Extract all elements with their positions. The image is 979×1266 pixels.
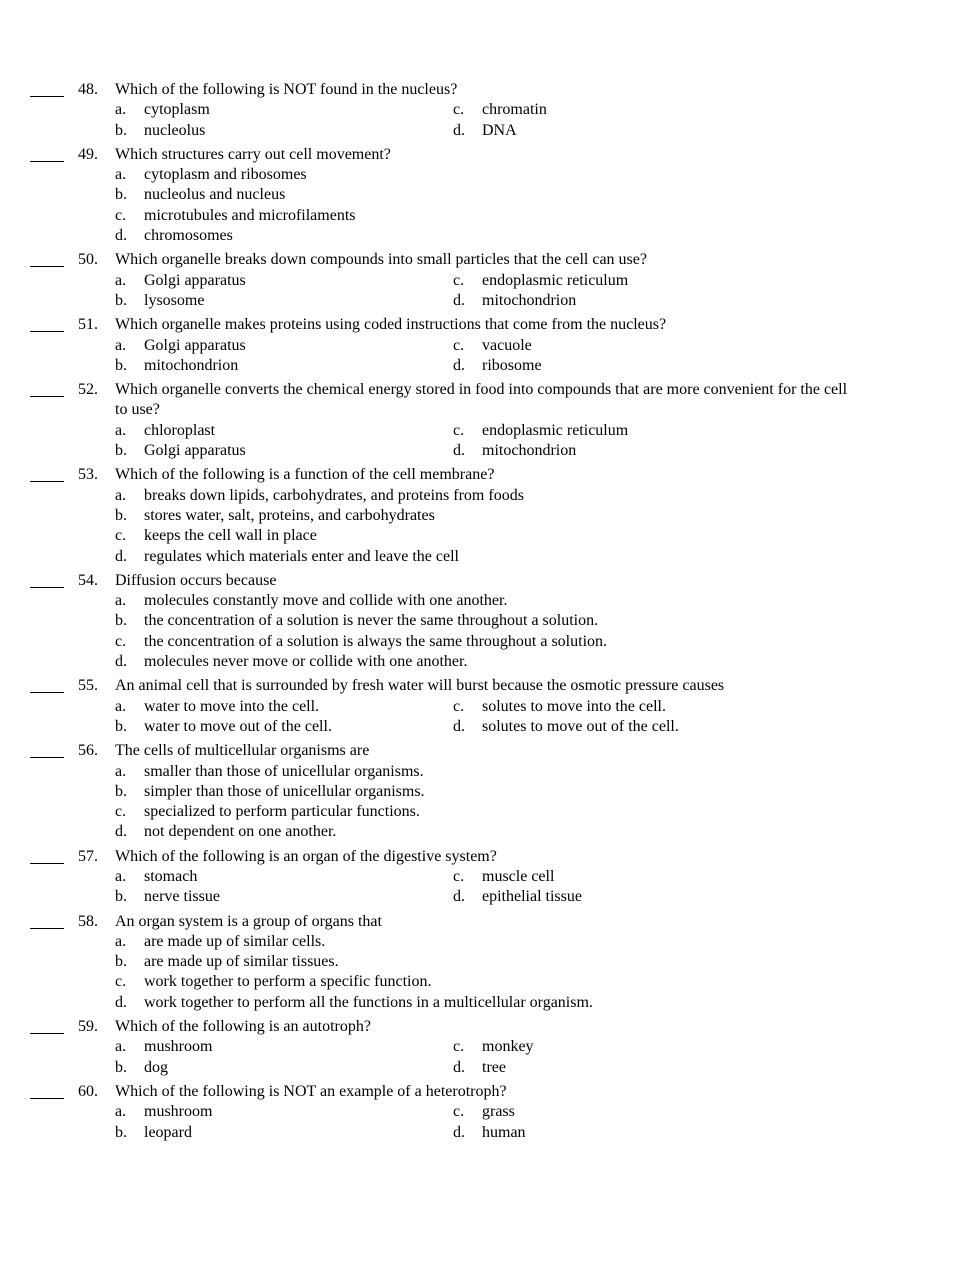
answer-blank[interactable]: [30, 1082, 64, 1099]
answer-option: [115, 1037, 453, 1057]
question-56: [0, 741, 979, 842]
option-letter: b.: [115, 506, 127, 524]
option-text: water to move out of the cell.: [144, 717, 332, 735]
option-text: epithelial tissue: [482, 888, 582, 906]
option-text: ribosome: [482, 356, 542, 374]
answer-blank[interactable]: [30, 465, 64, 482]
option-text: Golgi apparatus: [144, 336, 246, 354]
answer-blank[interactable]: [30, 80, 64, 97]
question-number: 53.: [78, 466, 98, 484]
answer-option: [115, 486, 855, 506]
option-text: vacuole: [482, 336, 532, 354]
option-letter: c.: [115, 803, 127, 821]
question-text: Which of the following is NOT found in the nucleus?: [115, 81, 458, 98]
answer-options: [115, 271, 855, 312]
question-number: 58.: [78, 912, 98, 930]
option-text: specialized to perform particular functions.: [144, 803, 420, 821]
option-letter: b.: [115, 612, 127, 630]
option-letter: a.: [115, 101, 127, 119]
answer-options: [115, 697, 855, 738]
answer-blank[interactable]: [30, 250, 64, 267]
answer-option: [453, 291, 791, 311]
answer-option: [115, 952, 855, 972]
option-text: the concentration of a solution is never the same throughout a solution.: [144, 612, 599, 630]
option-letter: a.: [115, 592, 127, 610]
answer-options: [115, 100, 855, 141]
option-letter: d.: [453, 1058, 465, 1076]
answer-option: [115, 782, 855, 802]
question-text: An animal cell that is surrounded by fresh water will burst because the osmotic pressure causes: [115, 677, 725, 695]
question-header: [0, 847, 979, 867]
option-letter: a.: [115, 166, 127, 184]
option-letter: a.: [115, 932, 127, 950]
option-text: solutes to move out of the cell.: [482, 717, 679, 735]
option-letter: b.: [115, 186, 127, 204]
option-text: molecules constantly move and collide with one another.: [144, 592, 508, 610]
answer-blank[interactable]: [30, 315, 64, 332]
option-letter: d.: [453, 356, 465, 374]
option-letter: a.: [115, 336, 127, 354]
question-50: [0, 250, 979, 311]
answer-option: [115, 762, 855, 782]
question-number: 51.: [78, 316, 98, 334]
option-letter: d.: [453, 121, 465, 139]
question-text: Which structures carry out cell movement?: [115, 145, 391, 163]
option-letter: d.: [453, 291, 465, 309]
answer-option: [453, 100, 791, 120]
option-letter: b.: [115, 1058, 127, 1076]
option-text: muscle cell: [482, 867, 555, 885]
answer-option: [115, 100, 453, 120]
option-text: endoplasmic reticulum: [482, 271, 629, 289]
option-text: nucleolus and nucleus: [144, 186, 286, 204]
answer-option: [115, 185, 855, 205]
answer-blank[interactable]: [30, 741, 64, 758]
answer-option: [453, 717, 791, 737]
answer-options: [115, 336, 855, 377]
answer-options: [115, 486, 855, 567]
question-text: The cells of multicellular organisms are: [115, 742, 370, 760]
option-text: chromatin: [482, 101, 547, 119]
option-text: water to move into the cell.: [144, 697, 320, 715]
option-text: mushroom: [144, 1103, 213, 1121]
option-text: mitochondrion: [144, 356, 239, 374]
option-letter: c.: [453, 1103, 465, 1121]
answer-blank[interactable]: [30, 847, 64, 864]
question-header: [0, 315, 979, 335]
question-text: Which organelle makes proteins using coded instructions that come from the nucleus?: [115, 316, 667, 334]
question-text: Which organelle breaks down compounds into small particles that the cell can use?: [115, 251, 647, 269]
answer-blank[interactable]: [30, 1017, 64, 1034]
answer-option: [115, 291, 453, 311]
answer-option: [115, 591, 855, 611]
question-55: [0, 676, 979, 737]
question-list: [0, 80, 979, 1147]
option-letter: c.: [115, 973, 127, 991]
option-text: keeps the cell wall in place: [144, 527, 317, 545]
option-letter: c.: [115, 632, 127, 650]
question-header: [0, 465, 979, 485]
option-letter: c.: [453, 697, 465, 715]
option-letter: b.: [115, 291, 127, 309]
question-number: 57.: [78, 847, 98, 865]
answer-option: [453, 1123, 791, 1143]
question-text: Which of the following is NOT an example of a heterotroph?: [115, 1082, 507, 1100]
option-text: chloroplast: [144, 421, 216, 439]
option-text: DNA: [482, 121, 517, 139]
question-number: 48.: [78, 81, 98, 98]
answer-option: [115, 165, 855, 185]
question-58: [0, 912, 979, 1013]
answer-option: [115, 887, 453, 907]
question-number: 50.: [78, 251, 98, 269]
option-text: work together to perform all the functions in a multicellular organism.: [144, 993, 593, 1011]
question-header: [0, 145, 979, 165]
answer-option: [115, 421, 453, 441]
option-letter: d.: [453, 442, 465, 460]
question-text: Diffusion occurs because: [115, 571, 277, 589]
answer-option: [453, 697, 791, 717]
answer-option: [115, 226, 855, 246]
question-text: Which of the following is an autotroph?: [115, 1018, 371, 1036]
answer-option: [115, 121, 453, 141]
question-number: 59.: [78, 1018, 98, 1036]
question-53: [0, 465, 979, 566]
answer-blank[interactable]: [30, 571, 64, 588]
answer-options: [115, 932, 855, 1013]
option-letter: a.: [115, 486, 127, 504]
answer-option: [453, 121, 791, 141]
answer-option: [115, 802, 855, 822]
answer-option: [453, 336, 791, 356]
option-letter: b.: [115, 356, 127, 374]
option-text: monkey: [482, 1038, 534, 1056]
question-header: [0, 912, 979, 932]
answer-option: [115, 356, 453, 376]
question-59: [0, 1017, 979, 1078]
question-52: [0, 380, 979, 461]
answer-option: [453, 356, 791, 376]
question-48: [0, 80, 979, 141]
option-text: solutes to move into the cell.: [482, 697, 666, 715]
question-text: An organ system is a group of organs that: [115, 912, 382, 930]
answer-option: [453, 1037, 791, 1057]
question-57: [0, 847, 979, 908]
option-letter: a.: [115, 1103, 127, 1121]
option-text: regulates which materials enter and leave the cell: [144, 547, 459, 565]
answer-option: [115, 1123, 453, 1143]
answer-option: [453, 441, 791, 461]
question-header: [0, 571, 979, 591]
option-letter: a.: [115, 697, 127, 715]
option-letter: c.: [453, 867, 465, 885]
option-text: the concentration of a solution is always the same throughout a solution.: [144, 632, 608, 650]
option-letter: b.: [115, 953, 127, 971]
option-text: leopard: [144, 1123, 192, 1141]
option-letter: c.: [115, 527, 127, 545]
option-text: cytoplasm and ribosomes: [144, 166, 307, 184]
option-letter: c.: [453, 421, 465, 439]
option-letter: a.: [115, 762, 127, 780]
answer-options: [115, 867, 855, 908]
option-text: stomach: [144, 867, 198, 885]
option-letter: d.: [115, 993, 127, 1011]
answer-options: [115, 1102, 855, 1143]
answer-option: [115, 547, 855, 567]
option-text: work together to perform a specific function.: [144, 973, 432, 991]
option-letter: c.: [115, 206, 127, 224]
answer-option: [453, 421, 791, 441]
answer-option: [115, 867, 453, 887]
option-text: simpler than those of unicellular organisms.: [144, 782, 425, 800]
option-letter: d.: [115, 227, 127, 245]
answer-option: [453, 867, 791, 887]
option-text: Golgi apparatus: [144, 271, 246, 289]
question-text: Which of the following is a function of the cell membrane?: [115, 466, 495, 484]
option-letter: c.: [453, 101, 465, 119]
option-letter: c.: [453, 271, 465, 289]
option-text: molecules never move or collide with one another.: [144, 653, 468, 671]
option-text: microtubules and microfilaments: [144, 206, 356, 224]
option-text: breaks down lipids, carbohydrates, and proteins from foods: [144, 486, 524, 504]
answer-option: [453, 1058, 791, 1078]
option-letter: a.: [115, 271, 127, 289]
answer-option: [115, 526, 855, 546]
option-text: mitochondrion: [482, 442, 577, 460]
answer-option: [115, 1102, 453, 1122]
question-60: [0, 1082, 979, 1143]
option-text: Golgi apparatus: [144, 442, 246, 460]
option-letter: a.: [115, 1038, 127, 1056]
answer-options: [115, 421, 855, 462]
answer-option: [115, 506, 855, 526]
option-letter: c.: [453, 1038, 465, 1056]
answer-option: [115, 932, 855, 952]
answer-options: [115, 165, 855, 246]
question-number: 49.: [78, 145, 98, 163]
option-text: not dependent on one another.: [144, 823, 337, 841]
question-49: [0, 145, 979, 246]
answer-option: [115, 822, 855, 842]
answer-option: [115, 652, 855, 672]
option-text: mushroom: [144, 1038, 213, 1056]
option-text: human: [482, 1123, 526, 1141]
question-header: [0, 741, 979, 761]
question-number: 56.: [78, 742, 98, 760]
answer-option: [115, 632, 855, 652]
question-54: [0, 571, 979, 672]
answer-option: [453, 1102, 791, 1122]
answer-option: [115, 271, 453, 291]
answer-option: [453, 887, 791, 907]
option-text: tree: [482, 1058, 506, 1076]
question-text: Which of the following is an organ of the digestive system?: [115, 847, 497, 865]
answer-options: [115, 1037, 855, 1078]
option-letter: b.: [115, 717, 127, 735]
option-text: dog: [144, 1058, 168, 1076]
answer-blank[interactable]: [30, 145, 64, 162]
answer-option: [115, 1058, 453, 1078]
question-header: [0, 380, 979, 421]
option-letter: d.: [115, 823, 127, 841]
answer-options: [115, 591, 855, 672]
answer-option: [453, 271, 791, 291]
question-text: Which organelle converts the chemical energy stored in food into compounds that are more convenient for the cell to use?: [115, 381, 848, 419]
option-letter: b.: [115, 442, 127, 460]
option-text: lysosome: [144, 291, 205, 309]
option-letter: b.: [115, 888, 127, 906]
answer-options: [115, 762, 855, 843]
option-text: smaller than those of unicellular organisms.: [144, 762, 424, 780]
answer-option: [115, 206, 855, 226]
answer-option: [115, 611, 855, 631]
question-header: [0, 1082, 979, 1102]
question-header: [0, 250, 979, 270]
option-letter: d.: [453, 888, 465, 906]
question-header: [0, 80, 979, 100]
option-letter: d.: [453, 717, 465, 735]
question-number: 52.: [78, 381, 98, 399]
answer-blank[interactable]: [30, 676, 64, 693]
answer-option: [115, 697, 453, 717]
option-letter: a.: [115, 867, 127, 885]
option-letter: b.: [115, 121, 127, 139]
option-letter: a.: [115, 421, 127, 439]
answer-option: [115, 441, 453, 461]
option-text: cytoplasm: [144, 101, 210, 119]
option-letter: c.: [453, 336, 465, 354]
option-text: stores water, salt, proteins, and carbohydrates: [144, 506, 435, 524]
option-letter: b.: [115, 782, 127, 800]
question-number: 60.: [78, 1082, 98, 1100]
option-text: are made up of similar cells.: [144, 932, 326, 950]
answer-blank[interactable]: [30, 380, 64, 397]
answer-option: [115, 972, 855, 992]
question-number: 55.: [78, 677, 98, 695]
option-letter: b.: [115, 1123, 127, 1141]
answer-option: [115, 993, 855, 1013]
answer-option: [115, 336, 453, 356]
option-text: nerve tissue: [144, 888, 220, 906]
question-header: [0, 676, 979, 696]
question-number: 54.: [78, 571, 98, 589]
option-text: grass: [482, 1103, 515, 1121]
option-letter: d.: [115, 653, 127, 671]
question-51: [0, 315, 979, 376]
option-letter: d.: [453, 1123, 465, 1141]
option-text: nucleolus: [144, 121, 206, 139]
option-text: are made up of similar tissues.: [144, 953, 339, 971]
answer-option: [115, 717, 453, 737]
option-letter: d.: [115, 547, 127, 565]
question-header: [0, 1017, 979, 1037]
answer-blank[interactable]: [30, 912, 64, 929]
option-text: chromosomes: [144, 227, 233, 245]
option-text: mitochondrion: [482, 291, 577, 309]
option-text: endoplasmic reticulum: [482, 421, 629, 439]
